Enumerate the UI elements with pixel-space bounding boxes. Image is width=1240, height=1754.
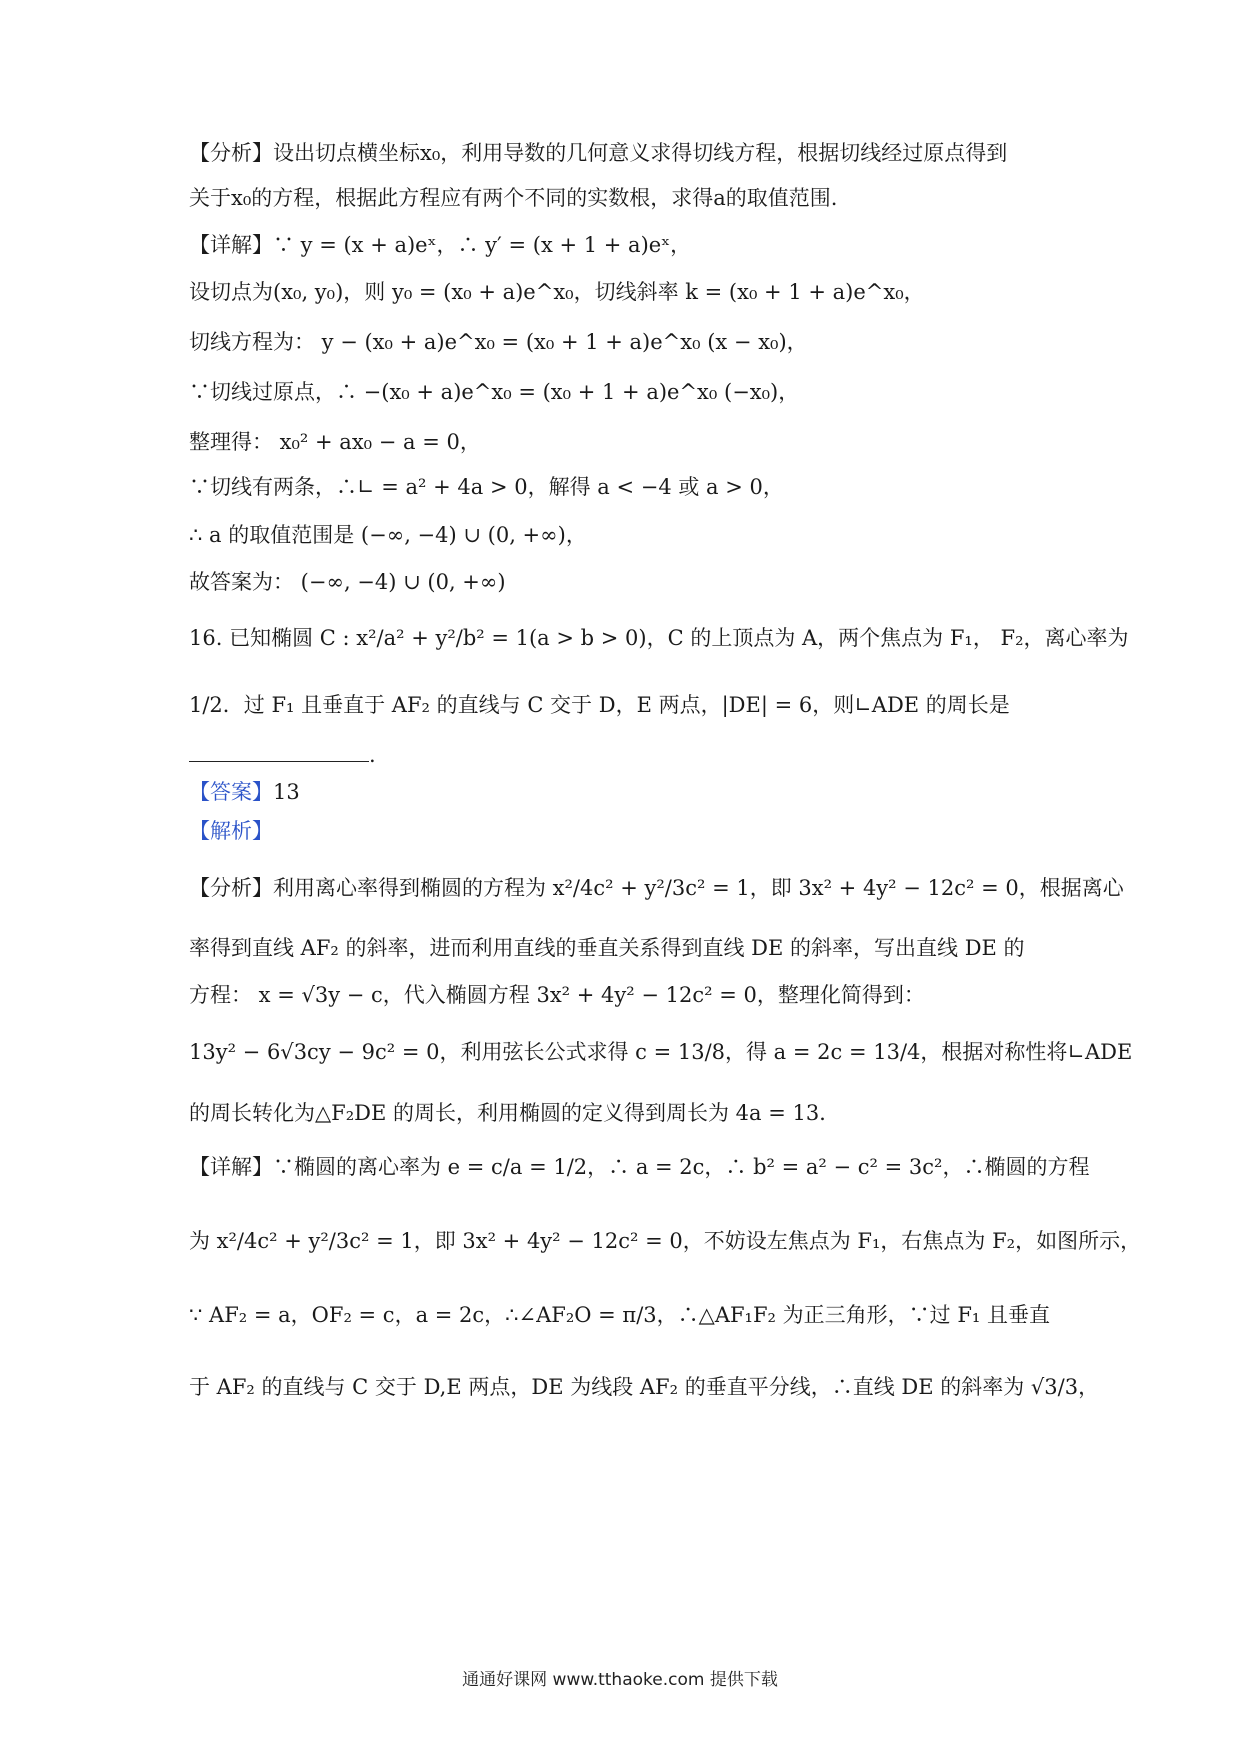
analysis16-line2: 率得到直线 AF₂ 的斜率，进而利用直线的垂直关系得到直线 DE 的斜率，写出直线 DE 的 bbox=[189, 936, 1025, 960]
detail15-line6: ∵切线有两条，∴∟ = a² + 4a > 0，解得 a < −4 或 a > 0， bbox=[189, 475, 784, 499]
detail15-line8: 故答案为： (−∞, −4) ∪ (0, +∞) bbox=[189, 570, 506, 594]
answer-blank bbox=[189, 743, 369, 762]
answer16-line bbox=[189, 777, 1069, 807]
detail15-line5: 整理得： x₀² + ax₀ − a = 0， bbox=[189, 430, 481, 454]
detail16-line3: ∵ AF₂ = a，OF₂ = c，a = 2c，∴∠AF₂O = π/3，∴△AF₁F₂ 为正三角形，∵过 F₁ 且垂直 bbox=[189, 1303, 1050, 1327]
jiexi-label: 【解析】 bbox=[189, 819, 273, 843]
answer-label: 【答案】 bbox=[189, 780, 273, 804]
analysis15-line1: 【分析】设出切点横坐标x₀，利用导数的几何意义求得切线方程，根据切线经过原点得到 bbox=[189, 141, 1008, 165]
q16-line1: 16. 已知椭圆 C : x²/a² + y²/b² = 1(a > b > 0)，C 的上顶点为 A，两个焦点为 F₁， F₂，离心率为 bbox=[189, 626, 1129, 650]
q16-line3 bbox=[189, 740, 1069, 770]
footer-source: 通通好课网 www.tthaoke.com 提供下载 bbox=[462, 1670, 778, 1690]
detail15-line1: 【详解】∵ y = (x + a)eˣ，∴ y′ = (x + 1 + a)eˣ， bbox=[189, 233, 692, 257]
analysis16-line3: 方程： x = √3y − c，代入椭圆方程 3x² + 4y² − 12c² = 0，整理化简得到： bbox=[189, 983, 925, 1007]
answer-value: 13 bbox=[273, 780, 300, 804]
analysis16-line5: 的周长转化为△F₂DE 的周长，利用椭圆的定义得到周长为 4a = 13． bbox=[189, 1101, 841, 1125]
detail16-line4: 于 AF₂ 的直线与 C 交于 D,E 两点，DE 为线段 AF₂ 的垂直平分线，∴直线 DE 的斜率为 √3/3， bbox=[189, 1375, 1100, 1399]
detail15-line2: 设切点为(x₀, y₀)，则 y₀ = (x₀ + a)e^x₀，切线斜率 k = (x₀ + 1 + a)e^x₀， bbox=[189, 280, 925, 304]
q16-line3-end: . bbox=[369, 743, 376, 767]
detail15-line7: ∴ a 的取值范围是 (−∞, −4) ∪ (0, +∞)， bbox=[189, 523, 587, 547]
detail16-line1: 【详解】∵椭圆的离心率为 e = c/a = 1/2，∴ a = 2c，∴ b² = a² − c² = 3c²，∴椭圆的方程 bbox=[189, 1155, 1090, 1179]
q16-line2: 1/2．过 F₁ 且垂直于 AF₂ 的直线与 C 交于 D，E 两点，|DE| = 6，则∟ADE 的周长是 bbox=[189, 693, 1010, 717]
detail15-line4: ∵切线过原点，∴ −(x₀ + a)e^x₀ = (x₀ + 1 + a)e^x₀ (−x₀)， bbox=[189, 380, 800, 404]
analysis16-line1: 【分析】利用离心率得到椭圆的方程为 x²/4c² + y²/3c² = 1，即 3x² + 4y² − 12c² = 0，根据离心 bbox=[189, 876, 1124, 900]
detail16-line2: 为 x²/4c² + y²/3c² = 1，即 3x² + 4y² − 12c² = 0，不妨设左焦点为 F₁，右焦点为 F₂，如图所示， bbox=[189, 1229, 1142, 1253]
detail15-line3: 切线方程为： y − (x₀ + a)e^x₀ = (x₀ + 1 + a)e^x₀ (x − x₀)， bbox=[189, 330, 808, 354]
analysis15-line2: 关于x₀的方程，根据此方程应有两个不同的实数根，求得a的取值范围. bbox=[189, 186, 838, 210]
analysis16-line4: 13y² − 6√3cy − 9c² = 0，利用弦长公式求得 c = 13/8，得 a = 2c = 13/4，根据对称性将∟ADE bbox=[189, 1040, 1133, 1064]
